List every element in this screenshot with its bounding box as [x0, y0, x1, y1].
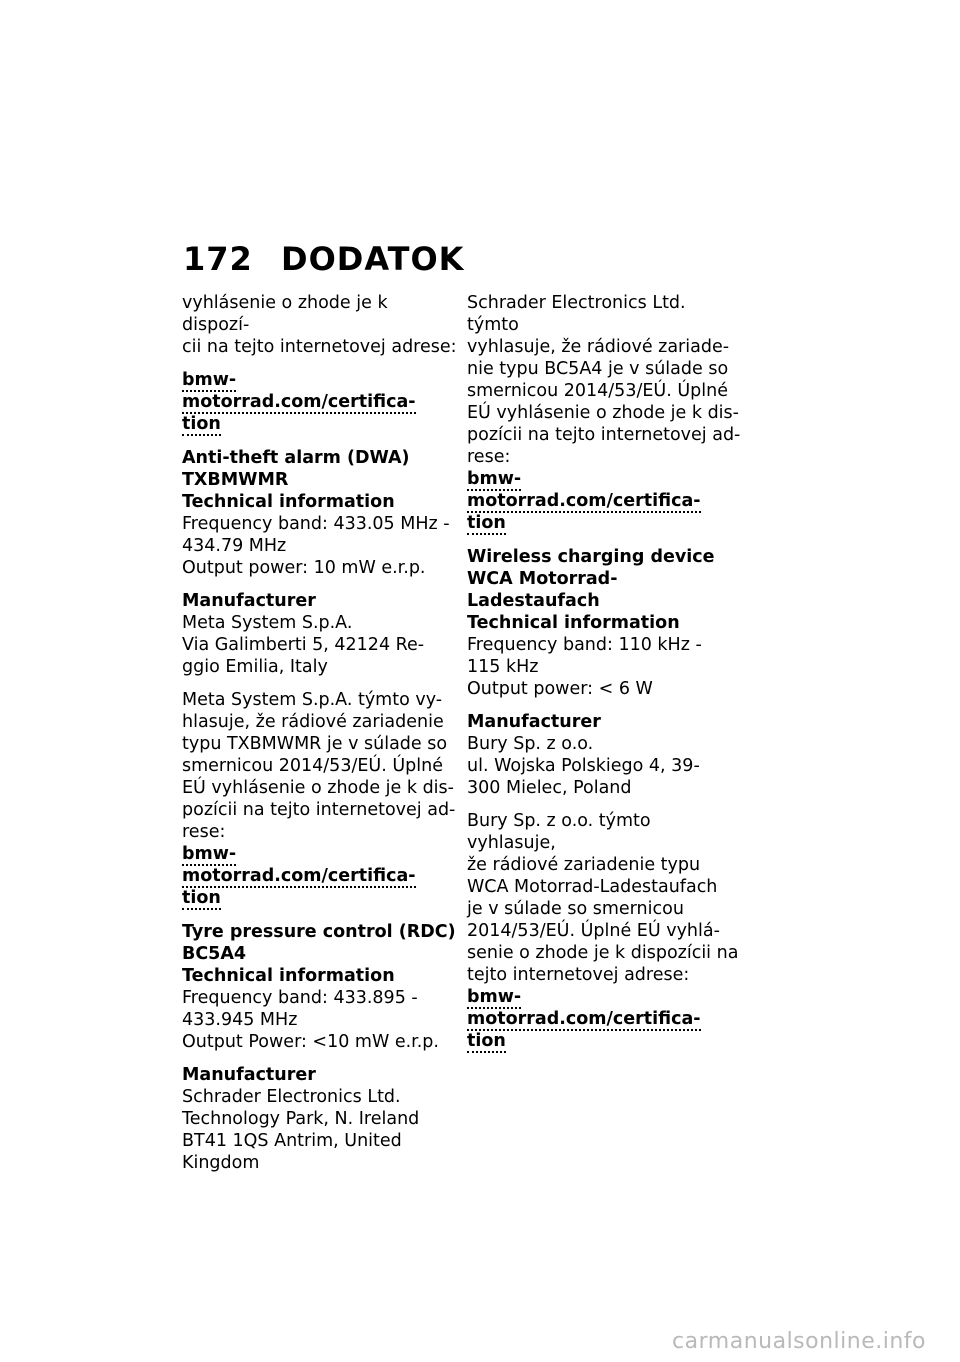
page-number: 172 — [183, 240, 253, 278]
rdc-heading: Tyre pressure control (RDC) — [182, 922, 456, 942]
certification-link-2[interactable]: bmw-motorrad.com/certifica- tion — [182, 844, 416, 908]
rdc-manufacturer-heading: Manufacturer — [182, 1065, 316, 1085]
page-title: DODATOK — [281, 240, 465, 278]
wca-declaration: Bury Sp. z o.o. týmto vyhlasuje, že rádiové zariadenie typu WCA Motorrad-Ladestaufach je v súlade so smernicou 2014/53/EÚ. Úplné EÚ vyhlá- senie o zhode je k dispozícii na tejto internetovej adrese: — [467, 811, 739, 985]
dwa-declaration: Meta System S.p.A. týmto vy- hlasuje, že rádiové zariadenie typu TXBMWMR je v súlade so smernicou 2014/53/EÚ. Úplné EÚ vyhlásenie o zhode je k dis- pozícii na tejto internetovej ad- rese: — [182, 690, 456, 842]
page-header — [183, 240, 464, 278]
wca-section: Wireless charging device WCA Motorrad-Ladestaufach Technical information Frequency band: 110 kHz - 115 kHz Output power: < 6 W Manufacturer Bury Sp. z o.o. ul. Wojska Polskiego 4, 39- 300 Mielec, Poland Bury Sp. z o.o. týmto vyhlasuje, že rádiové zariadenie typu WCA Motorrad-Ladestaufach je v súlade so smernicou 2014/53/EÚ. Úplné EÚ vyhlá- senie o zhode je k dispozícii na tejto internetovej adrese: — [467, 546, 742, 986]
wca-manufacturer-heading: Manufacturer — [467, 712, 601, 732]
dwa-manufacturer-heading: Manufacturer — [182, 591, 316, 611]
rdc-section: Tyre pressure control (RDC) BC5A4 Technical information Frequency band: 433.895 - 433.945 MHz Output Power: <10 mW e.r.p. Manufacturer Schrader Electronics Ltd. Technology Park, N. Ireland BT41 1QS Antrim, United Kingdom — [182, 922, 456, 1173]
certification-link-1[interactable]: bmw-motorrad.com/certifica- tion — [182, 370, 416, 434]
left-column — [182, 292, 457, 1174]
dwa-tech-heading: Technical information — [182, 492, 395, 512]
wca-tech-heading: Technical information — [467, 613, 680, 633]
intro-paragraph: vyhlásenie o zhode je k dispozí- cii na tejto internetovej adrese: — [182, 293, 457, 357]
rdc-tech-heading: Technical information — [182, 966, 395, 986]
certification-link-4[interactable]: bmw-motorrad.com/certifica- tion — [467, 987, 701, 1051]
certification-link-3[interactable]: bmw-motorrad.com/certifica- tion — [467, 469, 701, 533]
rdc-declaration: Schrader Electronics Ltd. týmto vyhlasuje, že rádiové zariade- nie typu BC5A4 je v súlade so smernicou 2014/53/EÚ. Úplné EÚ vyhlásenie o zhode je k dis- pozícii na tejto internetovej ad- rese: — [467, 293, 741, 467]
right-column — [467, 292, 742, 1064]
dwa-heading: Anti-theft alarm (DWA) — [182, 448, 410, 468]
watermark: carmanualsonline.info — [672, 1329, 926, 1354]
wca-heading: Wireless charging device — [467, 547, 715, 567]
dwa-section: Anti-theft alarm (DWA) TXBMWMR Technical information Frequency band: 433.05 MHz - 434.79 MHz Output power: 10 mW e.r.p. Manufacturer Meta System S.p.A. Via Galimberti 5, 42124 Re- ggio Emilia, Italy Meta System S.p.A. týmto vy- hlasuje, že rádiové zariadenie typu TXBMWMR je v súlade so smernicou 2014/53/EÚ. Úplné EÚ vyhlásenie o zhode je k dis- pozícii na tejto internetovej ad- rese: — [182, 448, 456, 842]
